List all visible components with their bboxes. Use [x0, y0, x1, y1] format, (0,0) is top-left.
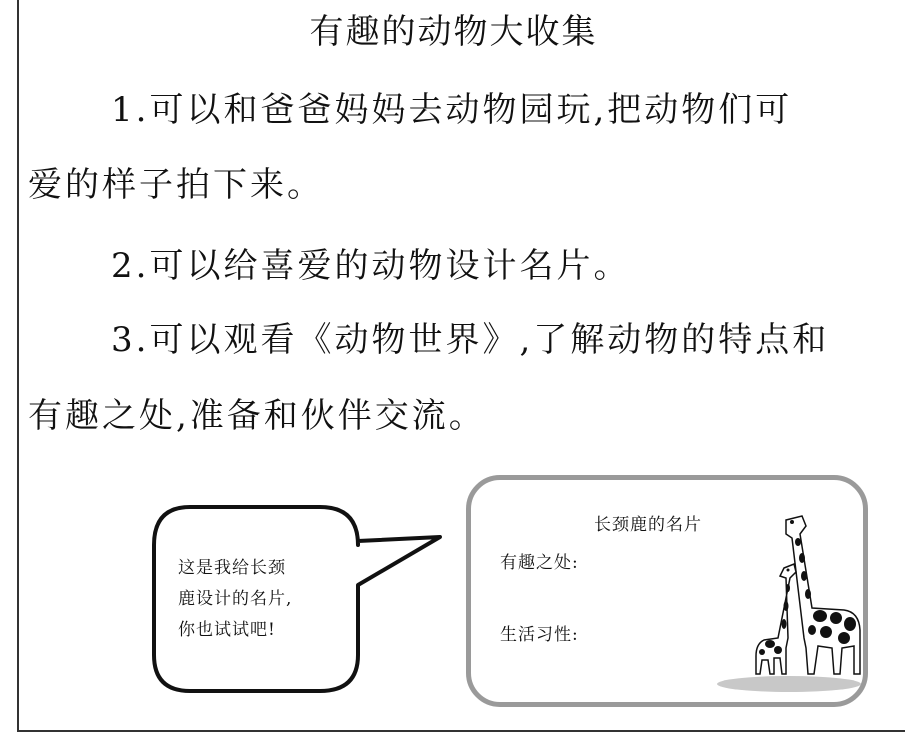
item-1-line-1: 1.可以和爸爸妈妈去动物园玩,把动物们可: [111, 90, 793, 130]
item-3-line-1: 3.可以观看《动物世界》,了解动物的特点和: [111, 320, 830, 360]
card-field-habits: 生活习性:: [500, 625, 579, 645]
card-field-interesting: 有趣之处:: [500, 553, 579, 573]
item-3-line-2: 有趣之处,准备和伙伴交流。: [28, 396, 486, 436]
card-title: 长颈鹿的名片: [594, 515, 702, 535]
page-title: 有趣的动物大收集: [309, 12, 598, 52]
bubble-line: 这是我给长颈: [178, 558, 286, 578]
bubble-line: 你也试试吧!: [178, 620, 276, 640]
item-1-line-2: 爱的样子拍下来。: [28, 165, 324, 205]
speech-bubble-text: [178, 553, 358, 646]
giraffe-icon: [714, 498, 874, 698]
bubble-line: 鹿设计的名片,: [178, 589, 293, 609]
item-2-line-1: 2.可以给喜爱的动物设计名片。: [111, 246, 631, 286]
